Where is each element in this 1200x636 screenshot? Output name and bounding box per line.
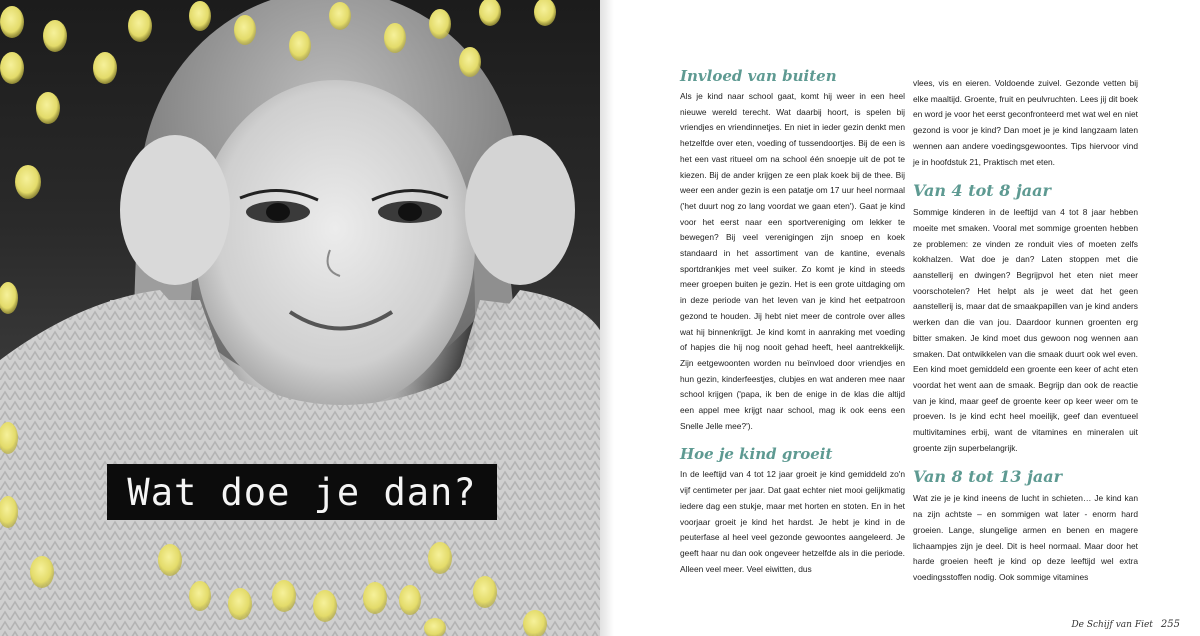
paragraph-acht-dertien: Wat zie je je kind ineens de lucht in schieten… Je kind kan na zijn achtste – en sommigen wat later - enorm hard groeien. Lange, slungelige armen en benen en magere lichaampjes zijn je deel. Dit is heel normaal. Maar door het harde groeien heeft je kind op deze leeftijd wel extra voedingsstoffen nodig. Ook sommige vitamines	[913, 493, 1138, 582]
heading-acht-dertien: Van 8 tot 13 jaar	[913, 467, 1063, 487]
heading-vier-acht: Van 4 tot 8 jaar	[913, 181, 1051, 201]
page-title-box	[107, 464, 497, 520]
paragraph-invloed: Als je kind naar school gaat, komt hij weer in een heel nieuwe wereld terecht. Wat daarbij hoort, is spelen bij vriendjes en vriendinnetjes. En niet in ieder gezin denkt men hetzelfde over eten, voeding of tussendoortjes. Bij de een is het een vast ritueel om na school één snoepje uit de pot te kiezen. Bij de ander krijgen ze een plak koek bij de thee. Bij weer een ander gezin is een patatje om 17 uur heel normaal ('het duurt nog zo lang voordat we gaan eten'). Gaat je kind voor het eerst naar een sportvereniging om lekker te bewegen? Bij veel verenigingen zijn snoep en koek standaard in het assortiment van de kantine, evenals sportdrankjes met veel suiker. Zo komt je kind in steeds meer groepen buiten je gezin. Het is een grote uitdaging om in deze periode van het leven van je kind het eetpatroon gezond te houden. Jij hebt niet meer de controle over alles wat hij binnenkrijgt. Je kind komt in aanraking met voeding of hapjes die hij nog nooit gehad heeft, heel aantrekkelijk. Zijn eetgewoonten worden nu beïnvloed door vriendjes en hun gezin, kinderfeestjes, clubjes en wat anderen mee naar school krijgen ('papa, ik ben de enige in de klas die altijd een appel mee krijgt naar school, mag ik ook eens een Snelle Jelle mee?').	[680, 91, 905, 431]
paragraph-groeit: In de leeftijd van 4 tot 12 jaar groeit je kind gemiddeld zo'n vijf centimeter per jaar. Dat gaat echter niet mooi gelijkmatig iedere dag een stukje, maar met horten en stoten. En in het voorjaar groeit je kind het hardst. Je hebt je kind in de peuterfase al heel veel gezonde gewoontes aangeleerd. Je geeft haar nu dan ook ongeveer hetzelfde als in die periode. Alleen veel meer. Veel eiwitten, dus	[680, 469, 905, 574]
page-gutter	[600, 0, 614, 636]
face-shape	[195, 80, 475, 410]
heading-invloed: Invloed van buiten	[680, 67, 837, 85]
paragraph-vervolg: vlees, vis en eieren. Voldoende zuivel. Gezonde vetten bij elke maaltijd. Groente, fruit en peulvruchten. Lees jij dit boek en word je voor het eerst geconfronteerd met wat wel en niet gezond is voor je kind? Dan moet je je kind langzaam laten wennen aan andere voedingsgewoontes. Tips hiervoor vind je in hoofdstuk 21, Praktisch met eten.	[913, 78, 1138, 167]
paragraph-vier-acht: Sommige kinderen in de leeftijd van 4 tot 8 jaar hebben moeite met smaken. Vooral met sommige groenten hebben ze problemen: ze vinden ze ronduit vies of moeten zelfs kokhalzen. Wat doe je dan? Laten stoppen met die aanstellerij en dwingen? Begrijpvol het eten niet meer voorschotelen? Het helpt als je weet dat het geen aanstellerij is, maar dat de smaakpapillen van je kind anders werken dan die van jou. Daardoor kunnen groenten erg bitter smaken. Je kind moet dus gewoon nog wennen aan smaken. Dat ontwikkelen van die smaak duurt ook wel even. Een kind moet gemiddeld een groente een keer of acht eten voordat het went aan de smaak. Begrijp dan ook de reactie van je kind, maar geef de groente keer op keer weer om te proeven. Is je kind echt heel moeilijk, geef dan eventueel multivitamines erbij, want de vitamines en mineralen uit groente zijn superbelangrijk.	[913, 207, 1138, 453]
footer-book-title: De Schijf van Fiet	[1071, 620, 1153, 630]
page-title: Wat doe je dan?	[127, 470, 477, 514]
footer-page-number: 255	[1160, 619, 1180, 630]
text-column-right	[913, 76, 1138, 586]
page-footer	[1071, 619, 1180, 630]
text-column-left	[680, 66, 905, 577]
heading-groeit: Hoe je kind groeit	[680, 445, 833, 464]
